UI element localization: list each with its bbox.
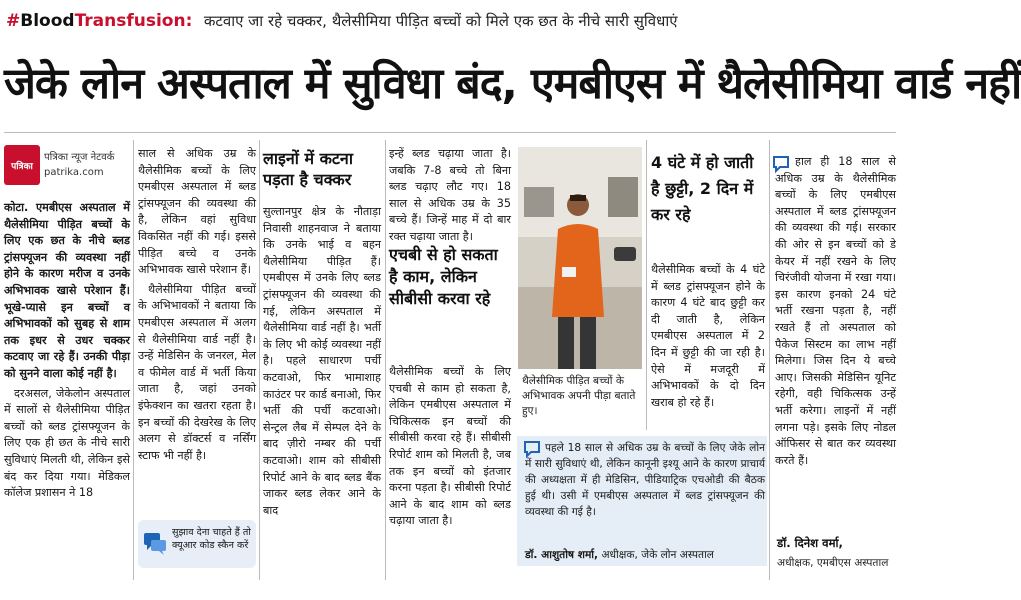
- hashtag-transfusion: Transfusion:: [74, 11, 193, 31]
- col1-paragraph-2: दरअसल, जेकेलोन अस्पताल में सालों से थैलेसीमिया पीड़ित बच्चों को ब्लड ट्रांसफ्यूजन के लिए एक ही छत के नीचे सारी सुविधाएं मिलती थी, लेकिन इसे बंद कर दिया गया। मेडिकल कॉलेज प्रशासन ने 18: [4, 386, 130, 500]
- column-4-top: [389, 146, 511, 241]
- headline: जेके लोन अस्पताल में सुविधा बंद, एमबीएस में थैलेसीमिया वार्ड नहीं: [4, 59, 1021, 109]
- qr-suggestion-text: सुझाव देना चाहते हैं तो क्यूआर कोड स्कैन करें: [172, 527, 251, 551]
- superintendent-name: डॉ. दिनेश वर्मा,: [777, 536, 843, 550]
- quote-text: पहले 18 साल से अधिक उम्र के बच्चों के लिए जेके लोन में सारी सुविधाएं थी, लेकिन कानूनी इश्यू आने के कारण प्राचार्य की अध्यक्षता में ही मेडिसिन, पीडियाट्रिक एचओडी की बैठक हुई थी। उसी में एमबीएस अस्पताल में ब्लड ट्रांसफ्यूजन की व्यवस्था की गई है।: [525, 442, 765, 518]
- col3-paragraph-1: सुल्तानपुर क्षेत्र के नौताड़ा निवासी शाहनवाज ने बताया कि उनके भाई व बहन थैलेसीमिया पीड़ित हैं। एमबीएस में उनके लिए ब्लड ट्रांसफ्यूजन की व्यवस्था की गई, लेकिन अस्पताल में थैलेसीमिया वार्ड नहीं है। भर्ती के लिए भी कोई व्यवस्था नहीं है। पहले साधारण पर्ची कटवाओ, फिर भामाशाह काउंटर पर कार्ड बनाओ, फिर भर्ती की पर्ची कटवाओ। सेन्ट्रल लैब में सेम्पल देने के बाद ज़ीरो नम्बर की पर्ची कटवाओ। शाम को सीबीसी रिपोर्ट आने के बाद ब्लड बैंक जाकर ब्लड लेकर आने के बाद: [263, 205, 381, 517]
- photo-caption: थैलेसीमिक पीड़ित बच्चों के अभिभावक अपनी पीड़ा बताते हुए।: [522, 375, 636, 417]
- headline-divider: [4, 132, 896, 133]
- column-4-bottom: [389, 364, 511, 580]
- col2-paragraph-2: थैलेसीमिया पीड़ित बच्चों के अभिभावकों ने बताया कि एमबीएस अस्पताल में अलग से थैलेसीमिया वार्ड नहीं है। उन्हें मेडिसिन के जनरल, मेल व फीमेल वार्ड में भर्ती किया जाता है, जहां उनको इंफेक्शन का खतरा रहता है। इन बच्चों की देखरेख के लिए अलग से डॉक्टर्स व नर्सिंग स्टाफ भी नहीं है।: [138, 282, 256, 462]
- hashtag-blood: Blood: [20, 11, 75, 31]
- col4-paragraph-2: थैलेसीमिक बच्चों के लिए एचबी से काम हो सकता है, लेकिन एमबीएस अस्पताल में चिकित्सक इन बच्चों की सीबीसी करवा रहे हैं। सीबीसी रिपोर्ट शाम को मिलती है, जब तक इन बच्चों को इंतजार करना पड़ता है। सीबीसी रिपोर्ट आने के बाद शाम को ब्लड चढ़ाया जाता है।: [389, 365, 511, 528]
- column-2: [138, 146, 256, 516]
- kicker-subtitle: कटवाए जा रहे चक्कर, थैलेसीमिया पीड़ित बच्चों को मिले एक छत के नीचे सारी सुविधाएं: [203, 12, 678, 30]
- col6-paragraph-1: थैलेसीमिक बच्चों के 4 घंटे में ब्लड ट्रांसफ्यूजन होने के कारण 4 घंटे बाद छुट्टी कर दी जाती है, लेकिन एमबीएस अस्पताल में 2 दिन में छुट्टी की जा रही है। ऐसे में मजदूरी में अभिभावकों के दो दिन खराब हो रहे हैं।: [651, 263, 765, 409]
- qr-suggestion-box: [138, 520, 256, 568]
- col1-paragraph-1: कोटा. एमबीएस अस्पताल में थैलेसीमिया पीड़ित बच्चों के लिए एक छत के नीचे ब्लड ट्रांसफ्यूजन की व्यवस्था नहीं होने के कारण मरीज व उनके अभिभावक खासे परेशान हैं। भूखे-प्यासे इन बच्चों व अभिभावकों को सुबह से शाम तक इधर से उधर चक्कर कटवाए जा रहे हैं। उनकी पीड़ा को सुनने वाला कोई नहीं है।: [4, 201, 130, 380]
- column-divider: [133, 140, 134, 580]
- quote-author-role: अधीक्षक, जेके लोन अस्पताल: [601, 549, 714, 561]
- quote-signature: [525, 548, 765, 562]
- byline-label: पत्रिका न्यूज नेटवर्क: [44, 152, 115, 163]
- column-divider: [259, 140, 260, 580]
- column-7: [775, 154, 896, 530]
- col6-subheading: 4 घंटे में हो जाती है छुट्टी, 2 दिन में कर रहे: [651, 153, 754, 224]
- superintendent-role: अधीक्षक, एमबीएस अस्पताल: [777, 557, 889, 569]
- kicker-line: [6, 6, 896, 36]
- col4-subheading: एचबी से हो सकता है काम, लेकिन सीबीसी करवा रहे: [389, 245, 498, 308]
- quote-author-name: डॉ. आशुतोष शर्मा,: [525, 549, 599, 561]
- column-6: [651, 262, 765, 432]
- col3-subheading: लाइनों में कटना पड़ता है चक्कर: [263, 149, 353, 189]
- quote-box: [517, 436, 767, 566]
- byline-site: patrika.com: [44, 167, 104, 178]
- column-divider: [385, 140, 386, 580]
- column-3: [263, 204, 381, 580]
- column-divider: [769, 140, 770, 580]
- byline: [4, 145, 130, 195]
- column-1: [4, 200, 130, 580]
- chat-bubble-icon: [142, 530, 168, 556]
- column-divider: [646, 140, 647, 430]
- photo-illustration: [518, 147, 642, 369]
- col4-paragraph-1: इन्हें ब्लड चढ़ाया जाता है। जबकि 7-8 बच्चे तो बिना ब्लड चढ़ाए लौट गए। 18 साल से अधिक उम्र के 35 बच्चे हैं। जिन्हें माह में दो बार रक्त चढ़ाया जाता है।: [389, 147, 511, 243]
- col2-paragraph-1: साल से अधिक उम्र के थैलेसीमिक बच्चों के लिए एमबीएस अस्पताल में ब्लड ट्रांसफ्यूजन की व्यवस्था की है, लेकिन वहां सुविधा विकसित नहीं की गई। इससे पीड़ित बच्चे व उनके अभिभावक खासे परेशान हैं।: [138, 147, 256, 277]
- parent-photo: [518, 147, 642, 369]
- hashtag-symbol: #: [6, 11, 21, 31]
- patrika-logo: पत्रिका: [4, 145, 40, 185]
- col7-paragraph-1: हाल ही 18 साल से अधिक उम्र के थैलेसीमिक बच्चों के लिए एमबीएस अस्पताल में ब्लड ट्रांसफ्यूजन की व्यवस्था की गई। सरकार की ओर से इन बच्चों को डे केयर में नहीं रखने के लिए चिरंजीवी योजना में रखा गया। इस कारण इनको 24 घंटे भर्ती रखना पड़ता है, नहीं रखते हैं तो अस्पताल को पैकेज सिस्टम का लाभ नहीं मिलेगा। जिस दिन ये बच्चे आए। जिसकी मेडिसिन यूनिट रहेगी, वही चिकित्सक उन्हें भर्ती करेगा। लाइनों में नहीं लगना पड़े। इसके लिए नोडल ऑफिसर से बात कर व्यवस्था करते हैं।: [775, 155, 896, 467]
